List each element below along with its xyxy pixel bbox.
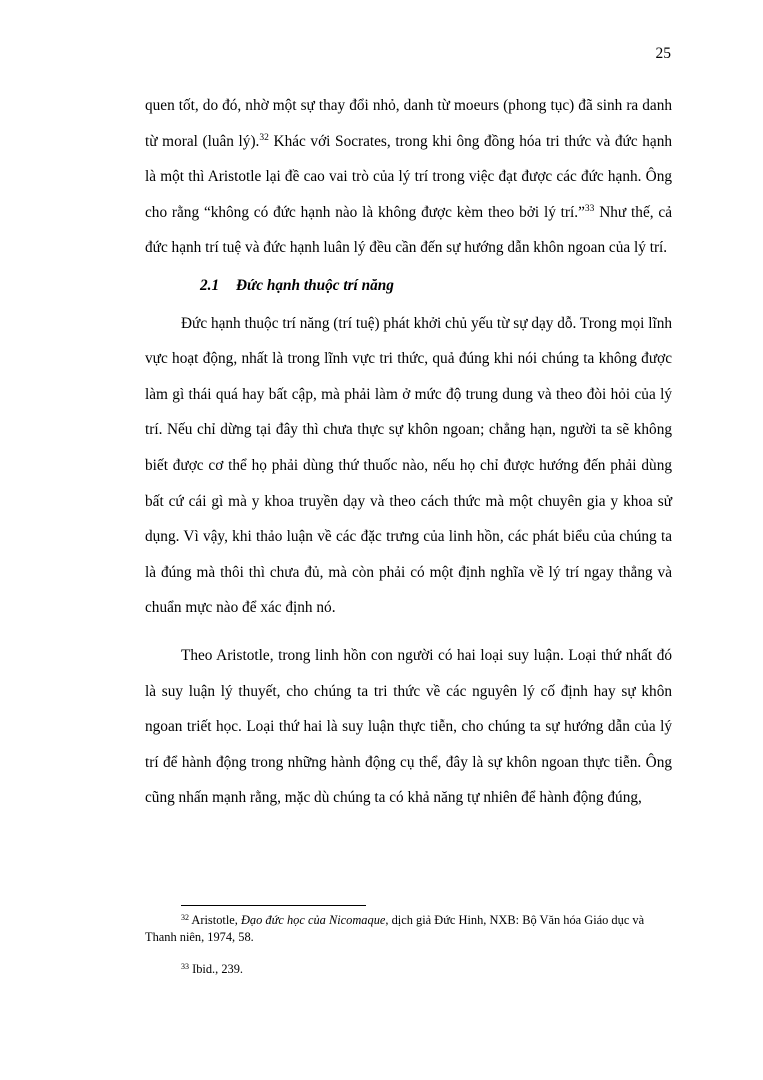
text-run: Aristotle, xyxy=(189,913,241,927)
footnote-separator xyxy=(181,905,366,906)
text-run: Ibid., 239. xyxy=(189,962,244,976)
text-run: , dịch giả Đức Hinh, NXB: Bộ Văn hóa Giáo dục và Thanh niên, 1974, 58. xyxy=(145,913,645,944)
footnote-32 xyxy=(145,912,673,946)
footnote-33 xyxy=(145,961,673,978)
section-heading xyxy=(145,268,672,304)
page-number: 25 xyxy=(655,45,671,62)
italic-title: Đạo đức học của Nicomaque xyxy=(240,913,386,927)
section-title: Đức hạnh thuộc trí năng xyxy=(236,276,394,294)
paragraph-2 xyxy=(145,306,672,626)
footnote-ref: 33 xyxy=(584,203,595,214)
footnote-ref: 32 xyxy=(259,132,269,143)
text-run: Theo Aristotle, trong linh hồn con người có hai loại suy luận. Loại thứ nhất đó là suy luận lý thuyết, cho chúng ta tri thức về các nguyên lý cố định hay sự khôn ngoan triết học. Loại thứ hai là suy luận thực tiễn, cho chúng ta sự hướng dẫn của lý trí để hành động trong những hành động cụ thể, đây là sự khôn ngoan thực tiễn. Ông cũng nhấn mạnh rằng, mặc dù chúng ta có khả năng tự nhiên để hành động đúng, xyxy=(145,646,672,807)
footnote-marker: 32 xyxy=(181,913,189,922)
text-run: Như thế, cả đức hạnh trí tuệ và đức hạnh luân lý đều cần đến sự hướng dẫn khôn ngoan của lý trí. xyxy=(145,203,672,257)
footnotes xyxy=(145,912,673,993)
body-text xyxy=(145,88,672,816)
text-run: quen tốt, do đó, nhờ một sự thay đổi nhỏ, danh từ moeurs (phong tục) đã sinh ra danh từ moral (luân lý). xyxy=(145,97,672,150)
text-run: Đức hạnh thuộc trí năng (trí tuệ) phát khởi chủ yếu từ sự dạy dỗ. Trong mọi lĩnh vực hoạt động, nhất là trong lĩnh vực tri thức, quả đúng khi nói chúng ta không được làm gì thái quá hay bất cập, mà phải làm ở mức độ trung dung và theo đòi hỏi của lý trí. Nếu chỉ dừng tại đây thì chưa thực sự khôn ngoan; chẳng hạn, người ta sẽ không biết được cơ thể họ phải dùng thứ thuốc nào, nếu họ chỉ được hướng đến phải dùng bất cứ cái gì mà y khoa truyền dạy và theo cách thức mà một chuyên gia y khoa sử dụng. Vì vậy, khi thảo luận về các đặc trưng của linh hồn, các phát biểu của chúng ta là đúng mà thôi thì chưa đủ, mà còn phải có một định nghĩa về lý trí ngay thẳng và chuẩn mực nào để xác định nó. xyxy=(145,314,672,617)
section-number: 2.1 xyxy=(200,276,220,294)
paragraph-1 xyxy=(145,88,672,266)
paragraph-3 xyxy=(145,638,672,816)
footnote-marker: 33 xyxy=(181,962,189,971)
text-run: Khác với Socrates, trong khi ông đồng hóa tri thức và đức hạnh là một thì Aristotle lại đề cao vai trò của lý trí trong việc đạt được các đức hạnh. Ông cho rằng “không có đức hạnh nào là không được kèm theo bởi lý trí.” xyxy=(145,132,672,221)
